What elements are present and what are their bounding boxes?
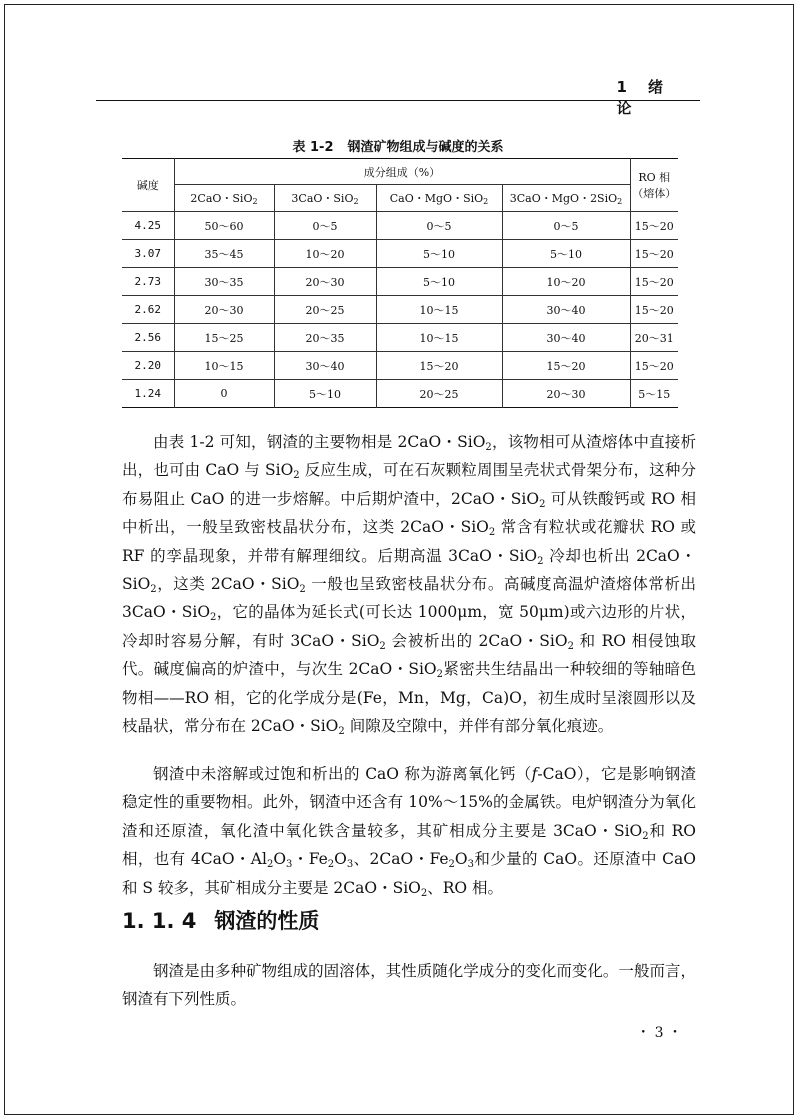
table-cell: 5～10 — [376, 268, 502, 296]
table-cell: 20～35 — [274, 324, 376, 352]
table-cell: 5～10 — [274, 380, 376, 408]
section-heading — [122, 905, 696, 935]
header-basicity: 碱度 — [122, 159, 174, 212]
table-cell: 5～10 — [376, 240, 502, 268]
table-cell: 0～5 — [274, 212, 376, 240]
section-number: 1. 1. 4 — [122, 909, 197, 933]
table-row — [122, 212, 678, 240]
table-row — [122, 296, 678, 324]
table-cell: 2.73 — [122, 268, 174, 296]
table-cell: 15～20 — [630, 352, 678, 380]
table-cell: 5～15 — [630, 380, 678, 408]
table-caption-number: 表 1-2 — [292, 140, 334, 155]
table-cell: 0～5 — [376, 212, 502, 240]
table-caption — [96, 136, 700, 155]
table-cell: 20～31 — [630, 324, 678, 352]
page-number: ・ 3 ・ — [636, 1025, 682, 1041]
body-paragraph-2: 钢渣中未溶解或过饱和析出的 CaO 称为游离氧化钙（f-CaO），它是影响钢渣稳定性的重要物相。此外，钢渣中还含有 10%～15%的金属铁。电炉钢渣分为氧化渣和还原渣，氧化渣中氧化铁含量较多，其矿相成分主要是 3CaO・SiO$_2$和 RO 相，也有 4CaO・$Al_2O_3$・$Fe_2O_3$、2CaO・$Fe_2O_3$和少量的 CaO。还原渣中 CaO 和 S 较多，其矿相成分主要是 2CaO・SiO$_2$、RO 相。 — [122, 765, 697, 899]
header-cms: CaO・MgO・SiO$_2$ — [376, 185, 502, 212]
table-caption-title: 钢渣矿物组成与碱度的关系 — [347, 140, 504, 155]
table-cell: 10～15 — [376, 296, 502, 324]
header-composition: 成分组成（%） — [174, 159, 630, 185]
header-c3ms2: 3CaO・MgO・2SiO$_2$ — [502, 185, 630, 212]
table-cell: 5～10 — [502, 240, 630, 268]
body-paragraph-1: 由表 1-2 可知，钢渣的主要物相是 2CaO・SiO$_2$，该物相可从渣熔体中直接析出，也可由 CaO 与 SiO$_2$ 反应生成，可在石灰颗粒周围呈壳状式骨架分布，这种分布易阻止 CaO 的进一步熔解。中后期炉渣中，2CaO・SiO$_2$ 可从铁酸钙或 RO 相中析出，一般呈致密枝晶状分布，这类 2CaO・SiO$_2$ 常含有粒状或花瓣状 RO 或 RF 的孪晶现象，并带有解理细纹。后期高温 3CaO・SiO$_2$ 冷却也析出 2CaO・SiO$_2$，这类 2CaO・SiO$_2$ 一般也呈致密枝晶状分布。高碱度高温炉渣熔体常析出 3CaO・SiO$_2$，它的晶体为延长式(可长达 1000μm，宽 50μm)或六边形的片状，冷却时容易分解，有时 3CaO・SiO$_2$ 会被析出的 2CaO・SiO$_2$ 和 RO 相侵蚀取代。碱度偏高的炉渣中，与次生 2CaO・SiO$_2$紧密共生结晶出一种较细的等轴暗色物相——RO 相，它的化学成分是(Fe，Mn，Mg，Ca)O，初生成时呈滚圆形以及枝晶状，常分布在 2CaO・SiO$_2$ 间隙及空隙中，并伴有部分氧化痕迹。 — [122, 433, 697, 738]
header-ro-line1: RO 相 — [638, 171, 671, 184]
table-cell: 15～20 — [630, 240, 678, 268]
table-cell: 30～40 — [502, 296, 630, 324]
table-cell: 15～20 — [630, 212, 678, 240]
table-row — [122, 380, 678, 408]
table-cell: 30～35 — [174, 268, 274, 296]
table-cell: 10～15 — [376, 324, 502, 352]
section-title: 钢渣的性质 — [214, 909, 320, 933]
header-ro-line2: （熔体） — [632, 187, 677, 200]
table-cell: 0～5 — [502, 212, 630, 240]
table-cell: 15～25 — [174, 324, 274, 352]
table-cell: 15～20 — [502, 352, 630, 380]
table-cell: 2.56 — [122, 324, 174, 352]
table-cell: 20～25 — [376, 380, 502, 408]
body-paragraph-3: 钢渣是由多种矿物组成的固溶体，其性质随化学成分的变化而变化。一般而言，钢渣有下列性质。 — [122, 962, 696, 1009]
chapter-number: 1 — [616, 78, 628, 96]
table-cell: 15～20 — [376, 352, 502, 380]
table-cell: 0 — [174, 380, 274, 408]
table-cell: 4.25 — [122, 212, 174, 240]
table-cell: 20～30 — [274, 268, 376, 296]
running-head — [96, 74, 700, 117]
table-cell: 1.24 — [122, 380, 174, 408]
table-cell: 10～20 — [502, 268, 630, 296]
table-cell: 10～20 — [274, 240, 376, 268]
table-cell: 15～20 — [630, 268, 678, 296]
header-ro-phase — [630, 159, 678, 212]
table-cell: 35～45 — [174, 240, 274, 268]
table-cell: 20～30 — [174, 296, 274, 324]
table-row — [122, 268, 678, 296]
header-c2s: 2CaO・SiO$_2$ — [174, 185, 274, 212]
table-cell: 50～60 — [174, 212, 274, 240]
table-row — [122, 240, 678, 268]
table-cell: 2.62 — [122, 296, 174, 324]
table-cell: 20～25 — [274, 296, 376, 324]
header-c3s: 3CaO・SiO$_2$ — [274, 185, 376, 212]
table-row — [122, 352, 678, 380]
mineral-basicity-table — [122, 158, 678, 408]
table-row — [122, 324, 678, 352]
table-cell: 30～40 — [274, 352, 376, 380]
table-cell: 15～20 — [630, 296, 678, 324]
chapter-title: 绪论 — [616, 78, 679, 117]
table-cell: 10～15 — [174, 352, 274, 380]
table-cell: 20～30 — [502, 380, 630, 408]
table-cell: 3.07 — [122, 240, 174, 268]
table-cell: 30～40 — [502, 324, 630, 352]
table-cell: 2.20 — [122, 352, 174, 380]
